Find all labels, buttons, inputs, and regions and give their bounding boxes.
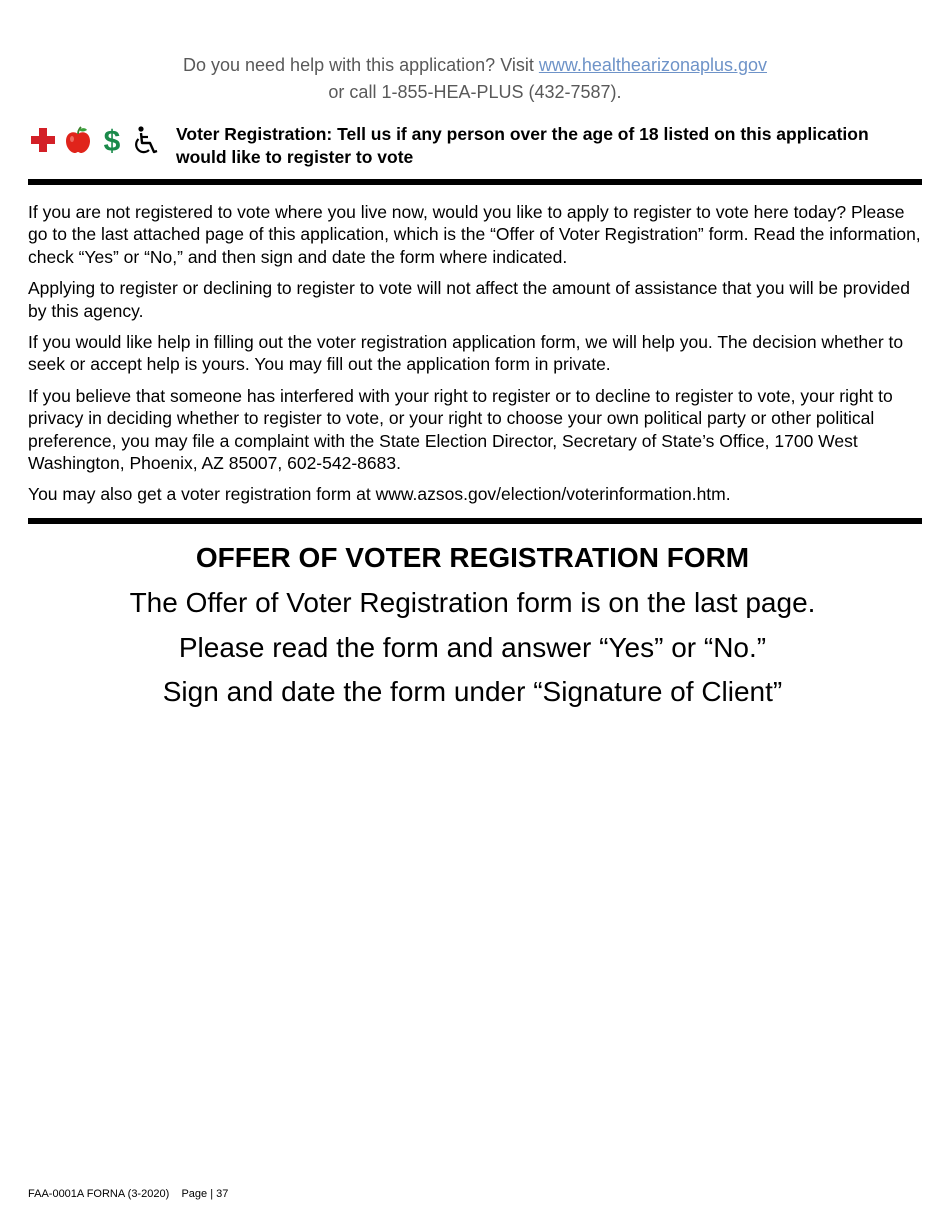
paragraph-help: If you would like help in filling out the voter registration application form, we will help you. The decision whether to seek or accept help is yours. You may fill out the application form in private.: [28, 332, 904, 375]
help-phone-line: or call 1-855-HEA-PLUS (432-7587).: [328, 82, 622, 102]
svg-text:$: $: [103, 125, 121, 157]
help-banner: [0, 52, 950, 106]
offer-instruction-1: The Offer of Voter Registration form is on the last page.: [129, 587, 816, 618]
voter-registration-heading: Voter Registration: Tell us if any person over the age of 18 listed on this application would like to register to vote: [176, 124, 869, 167]
red-cross-icon: [30, 125, 56, 155]
healthearizonaplus-link[interactable]: www.healthearizonaplus.gov: [538, 55, 768, 75]
dollar-icon: [100, 125, 124, 157]
help-line-1: [0, 52, 950, 79]
help-text: Do you need help with this application? Visit: [182, 55, 539, 75]
section-divider-top: [28, 179, 922, 185]
offer-instruction-2: Please read the form and answer “Yes” or “No.”: [178, 632, 767, 663]
apple-icon: [64, 125, 92, 155]
paragraph-apply: If you are not registered to vote where you live now, would you like to apply to register to vote here today? Please go to the last attached page of this application, which is the “Offer of Voter Registration” form. Read the information, check “Yes” or “No,” and then sign and date the form where indicated.: [28, 202, 921, 267]
program-icons: [28, 125, 168, 159]
offer-title: OFFER OF VOTER REGISTRATION FORM: [195, 542, 750, 573]
offer-instruction-3: Sign and date the form under “Signature of Client”: [162, 676, 783, 707]
wheelchair-icon: [132, 125, 160, 157]
section-divider-bottom: [28, 518, 922, 524]
paragraph-assistance: Applying to register or declining to register to vote will not affect the amount of assistance that you will be provided by this agency.: [28, 278, 910, 321]
voter-info-body: [28, 201, 928, 515]
paragraph-website: You may also get a voter registration form at www.azsos.gov/election/voterinformation.htm.: [28, 484, 731, 505]
page-footer: FAA-0001A FORNA (3-2020) Page | 37: [28, 1188, 229, 1200]
paragraph-complaint: If you believe that someone has interfered with your right to register or to decline to register to vote, your right to privacy in deciding whether to register to vote, or your right to choose your own political party or other political preference, you may file a complaint with the State Election Director, Secretary of State’s Office, 1700 West Washington, Phoenix, AZ 85007, 602-542-8683.: [28, 385, 893, 474]
voter-registration-heading-row: [28, 123, 922, 171]
